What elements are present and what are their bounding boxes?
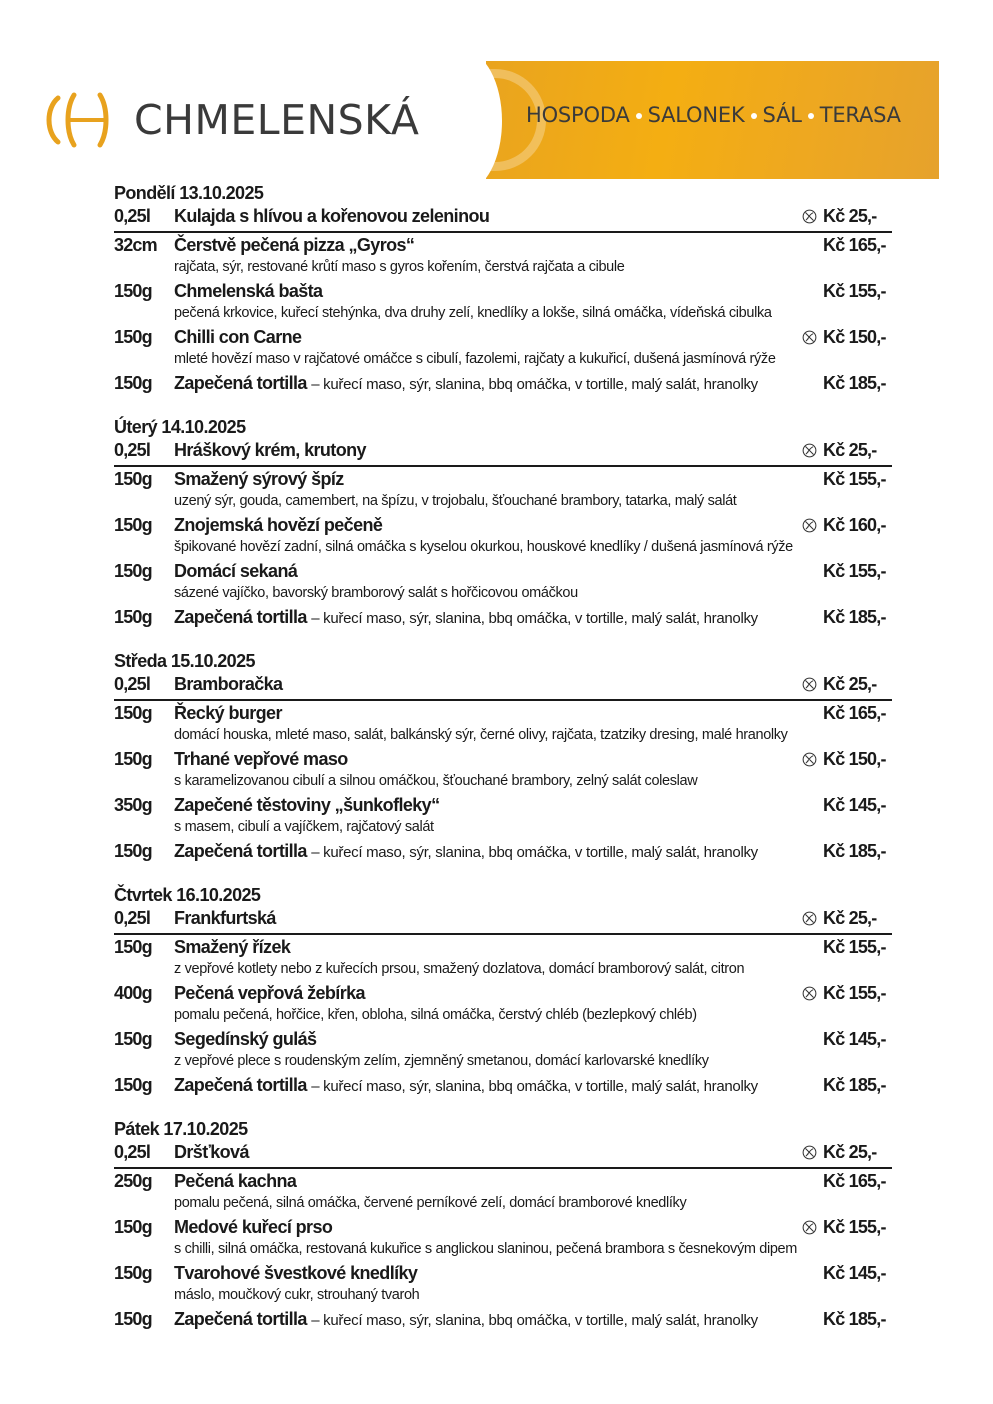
item-description: – kuřecí maso, sýr, slanina, bbq omáčka, v tortille, malý salát, hranolky — [311, 610, 758, 627]
page-header — [0, 0, 993, 185]
menu-item-row — [114, 1216, 894, 1239]
item-price: Kč 155,- — [823, 937, 886, 957]
menu-item-row — [114, 326, 894, 349]
item-description: – kuřecí maso, sýr, slanina, bbq omáčka, v tortille, malý salát, hranolky — [311, 1078, 758, 1095]
item-name-text: Zapečená tortilla — [174, 373, 307, 393]
item-name: Bramboračka — [174, 674, 283, 694]
menu-item-row — [114, 982, 894, 1005]
item-description: s karamelizovanou cibulí a silnou omáčkou, šťouchané brambory, zelný salát coleslaw — [174, 773, 698, 789]
item-quantity: 0,25l — [114, 674, 151, 694]
item-price: Kč 155,- — [823, 561, 886, 581]
day-section — [114, 414, 894, 629]
item-price: Kč 165,- — [823, 703, 886, 723]
item-name-text: Chmelenská bašta — [174, 281, 323, 301]
tagline-item: HOSPODA — [526, 103, 630, 127]
item-price: Kč 185,- — [823, 841, 886, 861]
item-quantity: 0,25l — [114, 908, 151, 928]
dot-separator-icon — [808, 113, 814, 119]
item-name — [174, 936, 290, 959]
item-name-text: Segedínský guláš — [174, 1029, 317, 1049]
gluten-free-icon — [802, 986, 817, 1001]
item-name — [174, 794, 440, 817]
item-description: – kuřecí maso, sýr, slanina, bbq omáčka, v tortille, malý salát, hranolky — [311, 376, 758, 393]
item-name-text: Pečená vepřová žebírka — [174, 983, 365, 1003]
item-name — [174, 234, 414, 257]
item-name-text: Medové kuřecí prso — [174, 1217, 333, 1237]
item-name: Hráškový krém, krutony — [174, 440, 366, 460]
item-quantity: 150g — [114, 327, 152, 347]
item-quantity: 150g — [114, 703, 152, 723]
day-title: Pátek 17.10.2025 — [114, 1119, 248, 1139]
item-name — [174, 702, 282, 725]
day-title: Středa 15.10.2025 — [114, 651, 255, 671]
item-quantity: 0,25l — [114, 1142, 151, 1162]
dot-separator-icon — [751, 113, 757, 119]
item-name — [174, 1308, 758, 1332]
item-name-text: Zapečená tortilla — [174, 1075, 307, 1095]
menu-item-row — [114, 280, 894, 303]
item-price: Kč 145,- — [823, 795, 886, 815]
gluten-free-icon — [802, 677, 817, 692]
item-quantity: 32cm — [114, 235, 157, 255]
item-name — [174, 372, 758, 396]
tagline-item: TERASA — [819, 103, 901, 127]
soup-row — [114, 204, 892, 233]
item-price: Kč 25,- — [823, 674, 877, 694]
day-title: Úterý 14.10.2025 — [114, 417, 246, 437]
item-quantity: 150g — [114, 281, 152, 301]
item-name — [174, 468, 344, 491]
item-price: Kč 25,- — [823, 1142, 877, 1162]
item-price: Kč 155,- — [823, 983, 886, 1003]
item-name — [174, 514, 382, 537]
soup-row — [114, 672, 892, 701]
item-name-text: Čerstvě pečená pizza „Gyros“ — [174, 235, 415, 255]
item-name — [174, 326, 301, 349]
menu-item-row — [114, 1308, 894, 1331]
item-description: máslo, moučkový cukr, strouhaný tvaroh — [174, 1287, 420, 1303]
item-name — [174, 1074, 758, 1098]
day-section — [114, 648, 894, 863]
gluten-free-icon — [802, 518, 817, 533]
menu-item-row — [114, 560, 894, 583]
item-name — [174, 982, 365, 1005]
item-quantity: 350g — [114, 795, 152, 815]
tagline — [526, 103, 901, 127]
item-quantity: 0,25l — [114, 206, 151, 226]
item-name-text: Chilli con Carne — [174, 327, 302, 347]
menu-item-row — [114, 1170, 894, 1193]
item-description: – kuřecí maso, sýr, slanina, bbq omáčka, v tortille, malý salát, hranolky — [311, 1312, 758, 1329]
gluten-free-icon — [802, 1145, 817, 1160]
item-price: Kč 165,- — [823, 1171, 886, 1191]
item-name-text: Znojemská hovězí pečeně — [174, 515, 383, 535]
header-banner — [486, 61, 939, 179]
gluten-free-icon — [802, 752, 817, 767]
item-price: Kč 25,- — [823, 206, 877, 226]
item-name: Kulajda s hlívou a kořenovou zeleninou — [174, 206, 490, 226]
item-description: špikované hovězí zadní, silná omáčka s kyselou okurkou, houskové knedlíky / dušená jasmínová rýže — [174, 539, 793, 555]
item-name-text: Zapečené těstoviny „šunkofleky“ — [174, 795, 440, 815]
menu-item-row — [114, 936, 894, 959]
item-name: Dršťková — [174, 1142, 249, 1162]
item-name-text: Tvarohové švestkové knedlíky — [174, 1263, 418, 1283]
item-quantity: 150g — [114, 373, 152, 393]
item-quantity: 150g — [114, 561, 152, 581]
soup-row — [114, 906, 892, 935]
item-price: Kč 155,- — [823, 469, 886, 489]
item-name-text: Řecký burger — [174, 703, 282, 723]
gluten-free-icon — [802, 209, 817, 224]
dot-separator-icon — [636, 113, 642, 119]
menu-item-row — [114, 840, 894, 863]
item-quantity: 150g — [114, 607, 152, 627]
item-quantity: 150g — [114, 1075, 152, 1095]
item-price: Kč 165,- — [823, 235, 886, 255]
gluten-free-icon — [802, 1220, 817, 1235]
item-quantity: 150g — [114, 469, 152, 489]
item-description: s chilli, silná omáčka, restovaná kukuřice s anglickou slaninou, pečená brambora s česnekovým dipem — [174, 1241, 798, 1257]
menu-item-row — [114, 702, 894, 725]
item-description: z vepřové plece s roudenským zelím, zjemněný smetanou, domácí karlovarské knedlíky — [174, 1053, 709, 1069]
item-quantity: 250g — [114, 1171, 152, 1191]
item-name — [174, 606, 758, 630]
item-price: Kč 150,- — [823, 749, 886, 769]
soup-row — [114, 1140, 892, 1169]
ch-logo-icon — [42, 92, 116, 148]
item-price: Kč 185,- — [823, 607, 886, 627]
menu-item-row — [114, 1074, 894, 1097]
day-title: Pondělí 13.10.2025 — [114, 183, 264, 203]
item-name-text: Domácí sekaná — [174, 561, 298, 581]
item-description: z vepřové kotlety nebo z kuřecích prsou, smažený dozlatova, domácí bramborový salát, citron — [174, 961, 745, 977]
item-name — [174, 840, 758, 864]
item-price: Kč 25,- — [823, 440, 877, 460]
item-description: pomalu pečená, silná omáčka, červené perníkové zelí, domácí bramborové knedlíky — [174, 1195, 687, 1211]
tagline-item: SALONEK — [647, 103, 745, 127]
item-description: rajčata, sýr, restované krůtí maso s gyros kořením, čerstvá rajčata a cibule — [174, 259, 625, 275]
item-price: Kč 185,- — [823, 1075, 886, 1095]
soup-row — [114, 438, 892, 467]
item-description: pečená krkovice, kuřecí stehýnka, dva druhy zelí, knedlíky a lokše, silná omáčka, vídeňská cibulka — [174, 305, 772, 321]
brand-name: CHMELENSKÁ — [134, 96, 420, 144]
item-quantity: 150g — [114, 1217, 152, 1237]
menu-item-row — [114, 1262, 894, 1285]
item-name — [174, 560, 297, 583]
item-price: Kč 25,- — [823, 908, 877, 928]
item-name-text: Zapečená tortilla — [174, 607, 307, 627]
item-name — [174, 1262, 417, 1285]
item-description: sázené vajíčko, bavorský bramborový salát s hořčicovou omáčkou — [174, 585, 578, 601]
item-price: Kč 155,- — [823, 1217, 886, 1237]
gluten-free-icon — [802, 330, 817, 345]
weekly-menu — [114, 180, 894, 1350]
item-name-text: Smažený řízek — [174, 937, 291, 957]
item-quantity: 150g — [114, 937, 152, 957]
item-price: Kč 145,- — [823, 1263, 886, 1283]
item-price: Kč 185,- — [823, 1309, 886, 1329]
menu-item-row — [114, 606, 894, 629]
menu-item-row — [114, 514, 894, 537]
item-description: pomalu pečená, hořčice, křen, obloha, silná omáčka, čerstvý chléb (bezlepkový chléb) — [174, 1007, 697, 1023]
item-price: Kč 145,- — [823, 1029, 886, 1049]
item-price: Kč 185,- — [823, 373, 886, 393]
item-name-text: Pečená kachna — [174, 1171, 297, 1191]
item-name — [174, 1028, 316, 1051]
day-title: Čtvrtek 16.10.2025 — [114, 885, 261, 905]
item-price: Kč 150,- — [823, 327, 886, 347]
item-quantity: 150g — [114, 515, 152, 535]
gluten-free-icon — [802, 911, 817, 926]
item-name-text: Trhané vepřové maso — [174, 749, 348, 769]
gluten-free-icon — [802, 443, 817, 458]
item-quantity: 150g — [114, 1309, 152, 1329]
menu-item-row — [114, 748, 894, 771]
item-quantity: 150g — [114, 749, 152, 769]
menu-item-row — [114, 234, 894, 257]
item-name — [174, 1170, 296, 1193]
item-description: s masem, cibulí a vajíčkem, rajčatový salát — [174, 819, 434, 835]
item-quantity: 150g — [114, 1029, 152, 1049]
day-section — [114, 180, 894, 395]
item-quantity: 0,25l — [114, 440, 151, 460]
day-section — [114, 1116, 894, 1331]
item-price: Kč 155,- — [823, 281, 886, 301]
item-name — [174, 1216, 332, 1239]
item-quantity: 400g — [114, 983, 152, 1003]
item-name-text: Zapečená tortilla — [174, 841, 307, 861]
item-name — [174, 748, 348, 771]
tagline-item: SÁL — [762, 103, 802, 127]
item-price: Kč 160,- — [823, 515, 886, 535]
menu-item-row — [114, 1028, 894, 1051]
item-name-text: Zapečená tortilla — [174, 1309, 307, 1329]
item-name-text: Smažený sýrový špíz — [174, 469, 344, 489]
item-name: Frankfurtská — [174, 908, 276, 928]
item-quantity: 150g — [114, 1263, 152, 1283]
item-quantity: 150g — [114, 841, 152, 861]
item-description: uzený sýr, gouda, camembert, na špízu, v trojobalu, šťouchané brambory, tatarka, malý salát — [174, 493, 737, 509]
menu-item-row — [114, 468, 894, 491]
day-section — [114, 882, 894, 1097]
menu-item-row — [114, 372, 894, 395]
menu-item-row — [114, 794, 894, 817]
item-description: mleté hovězí maso v rajčatové omáčce s cibulí, fazolemi, rajčaty a kukuřicí, dušená jasmínová rýže — [174, 351, 776, 367]
item-description: – kuřecí maso, sýr, slanina, bbq omáčka, v tortille, malý salát, hranolky — [311, 844, 758, 861]
item-description: domácí houska, mleté maso, salát, balkánský sýr, černé olivy, rajčata, tzatziky dresing, malé hranolky — [174, 727, 788, 743]
item-name — [174, 280, 322, 303]
